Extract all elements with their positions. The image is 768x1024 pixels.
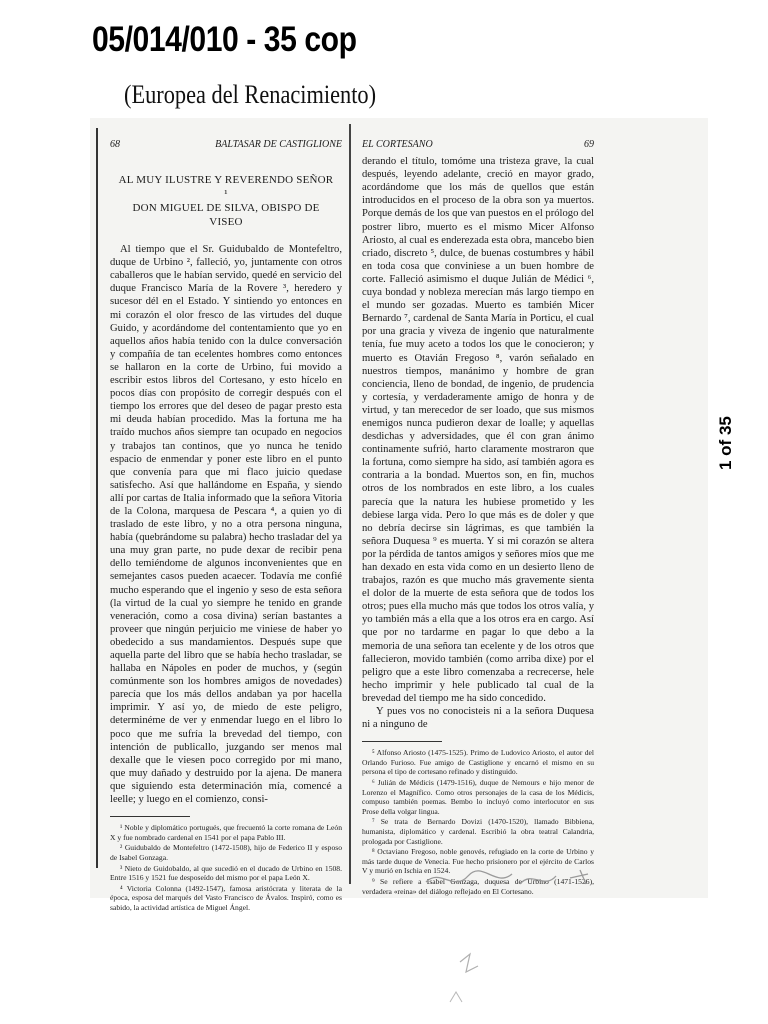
footnote-7: ⁷ Se trata de Bernardo Dovizi (1470-1520), llamado Bibbiena, humanista, diplomático y cardenal. Escribió la obra teatral Calandria, prologada por Castiglione.	[362, 817, 594, 846]
footnote-rule	[362, 741, 442, 742]
handwritten-scribble	[420, 862, 610, 1012]
left-paragraph: Al tiempo que el Sr. Guidubaldo de Montefeltro, duque de Urbino ², falleció, yo, juntamente con otros caballeros que le habían servido, quedé en servicio del duque Francisco María de la Rovere ³, heredero y sucesor dél en el Estado. Y sintiendo yo entonces en mi corazón el olor fresco de las virtudes del duque Guido, y acordándome del contentamiento que yo en aquellos años había tenido con la dulce conversación y compañía de tan ecelentes hombres como entonces se hallaron en la corte de Urbino, fui movido a escribir estos libros del Cortesano, y esto hícelo en pocos días con propósito de corregir después con el tiempo los errores que del deseo de pagar presto esta mi deuda habían procedido. Mas la fortuna me ha traído muchos años siempre tan ocupado en negocios y trabajos tan continos, que yo nunca he tenido espacio de enmendar y poner este libro en el punto que convenía para que mi flaco juicio quedase satisfecho. Así que hallándome en España, y siendo allí por cartas de Italia informado que la señora Vitoria de la Colona, marquesa de Pescara ⁴, a quien yo di traslado de este libro, y no a otra persona ninguna, había (quebrándome su palabra) hecho trasladar del ya una muy gran parte, no pude dexar de recibir pena dello temiéndome de algunos inconvenientes que en semejantes casos pueden acaecer. Todavía me confié mucho esperando que el ingenio y seso de esta señora (la virtud de la cual yo siempre he tenido en grande veneración, como a cosa divina) serían bastantes a proveer que ningún perjuicio me viniese de haber yo obedecido a sus mandamientos. Después supe que aquella parte del libro que se había hecho trasladar, se hallaba en Nápoles en poder de muchos, y (según comúnmente son los hombres amigos de novedades) parecía que los más dellos andaban ya por hacella imprimir. Y así yo, de miedo de este peligro, determinéme de ver y enmendar luego en el libro lo poco que me sufría la brevedad del tiempo, con intención de publicallo, juzgando ser menos mal dexalle que le viesen poco corregido por mi mano, que muy dañado y destruido por la ajena. De manera que siguiendo esta determinación mía, comencé a leelle; y luego en el comienzo, consi-	[110, 244, 342, 806]
right-running-head	[362, 138, 594, 151]
footnote-5: ⁵ Alfonso Ariosto (1475-1525). Primo de Ludovico Ariosto, el autor del Orlando Furioso. Fue amigo de Castiglione y encarnó el mismo en su persona el tipo de cortesano refinado y distinguido.	[362, 748, 594, 777]
dedication-line-2: DON MIGUEL DE SILVA, OBISPO DE VISEO	[132, 202, 320, 229]
subject-title: (Europea del Renacimiento)	[124, 80, 377, 109]
footnote-3: ³ Nieto de Guidobaldo, al que sucedió en el ducado de Urbino en 1508. Entre 1516 y 1521 fue desposeído del mismo por el papa León X.	[110, 863, 342, 883]
footnote-1: ¹ Noble y diplomático portugués, que frecuentó la corte romana de León X y fue nombrado cardenal en 1541 por el papa Pablo III.	[110, 823, 342, 842]
left-page	[110, 138, 342, 912]
right-paragraph-1: derando el título, tomóme una tristeza grave, la cual después, leyendo adelante, creció en mayor grado, acordándome que los más de quellos que están introducidos en el proceso de la obra son ya muertos. Porque demás de los que van puestos en el prólogo del postrer libro, muerto es el mismo Micer Alfonso Ariosto, al cual es enderezada esta obra, mancebo bien criado, discreto ⁵, dulce, de buenas costumbres y hábil en toda cosa que conviniese a un buen hombre de corte. Falleció asimismo el duque Julián de Médici ⁶, cuya bondad y nobleza merecían más largo tiempo en el mundo ser gozadas. Muerto es también Micer Bernardo ⁷, cardenal de Santa María in Porticu, el cual por una gracia y viveza de ingenio que naturalmente tenía, fue muy aceto a todos los que le conocieron; y muerto es Otavián Fregoso ⁸, varón señalado en nuestros tiempos, manánimo y hombre de gran conciencia, lleno de bondad, de ingenio, de prudencia y cortesía, y verdaderamente amigo de honra y de virtud, y tan merecedor de ser loado, que sus mismos enemigos nunca pudieron dexar de loalle; y aquellas desdichas y adversidades, que él con gran ánimo continamente sufrió, harto claramente mostraron que la fortuna, como siempre ha sido, así también agora es contraria a la bondad. Muertos son, en fin, muchos otros de los nombrados en este libro, a los cuales parecía que la natura les hubiese prometido y les debiese larga vida. Pero lo que más es de doler y que no debría decirse sin lágrimas, es que también la señora Duquesa ⁹ es muerta. Y si mi corazón se altera por la pérdida de tantos amigos y señores míos que me han dexado en esta vida como en un desierto lleno de trabajos, razón es que mucho más gravemente sienta el dolor de la muerte de esta señora que de todos los otros; pues ella mucho más que todos los otros valía, y yo también más a ella que a los otros era en cargo. Así que por no tardarme en pagar lo que debo a la memoria de una señora tan ecelente y de los otros que fallecieron, movido también (como arriba dixe) por el peligro que a este libro comenzaba a recrecerse, hele hecho imprimir y hele publicado tal cual de la brevedad del tiempo me ha sido concedido.	[362, 156, 594, 704]
right-body-text	[362, 155, 594, 731]
footnote-rule	[110, 816, 190, 817]
left-page-number: 68	[110, 139, 120, 150]
binding-gutter	[349, 124, 351, 884]
left-running-head	[110, 138, 342, 151]
left-running-title: BALTASAR DE CASTIGLIONE	[215, 139, 342, 150]
right-paragraph-2: Y pues vos no conocisteis ni a la señora Duquesa ni a ninguno de	[362, 706, 594, 731]
binding-line-left	[96, 128, 98, 868]
dedication-heading	[118, 173, 334, 229]
left-footnotes	[110, 816, 342, 912]
left-body-text	[110, 243, 342, 806]
right-running-title: EL CORTESANO	[362, 139, 433, 150]
footnote-2: ² Guidubaldo de Montefeltro (1472-1508), hijo de Federico II y esposo de Isabel Gonzaga.	[110, 843, 342, 862]
right-page	[362, 138, 594, 896]
dedication-line-1: AL MUY ILUSTRE Y REVERENDO SEÑOR ¹	[118, 174, 334, 201]
footnote-8: ⁸ Octaviano Fregoso, noble genovés, refugiado en la corte de Urbino y más tarde duque de Venecia. Fue hecho prisionero por el ejército de Carlos V y murió en Ischia en 1524.	[362, 847, 594, 876]
document-code: 05/014/010 - 35 cop	[92, 20, 357, 59]
page-count-tag: 1 of 35	[716, 416, 735, 470]
footnote-4: ⁴ Victoria Colonna (1492-1547), famosa aristócrata y literata de la época, esposa del marqués del Vasto Francisco de Ávalos. Inspiró, como es sabido, la actividad artística de Miguel Ángel.	[110, 883, 342, 912]
right-page-number: 69	[584, 139, 594, 150]
footnote-9: ⁹ Se refiere a Isabel Gonzaga, duquesa de Urbino (1471-1526), verdadera «reina» del diálogo reflejado en El Cortesano.	[362, 876, 594, 896]
footnote-6: ⁶ Julián de Médicis (1479-1516), duque de Nemours e hijo menor de Lorenzo el Magnífico. Como otros personajes de la casa de los Médicis, compuso también poemas. Bembo lo incluyó como interlocutor en sus Prose della volgar lingua.	[362, 778, 594, 816]
